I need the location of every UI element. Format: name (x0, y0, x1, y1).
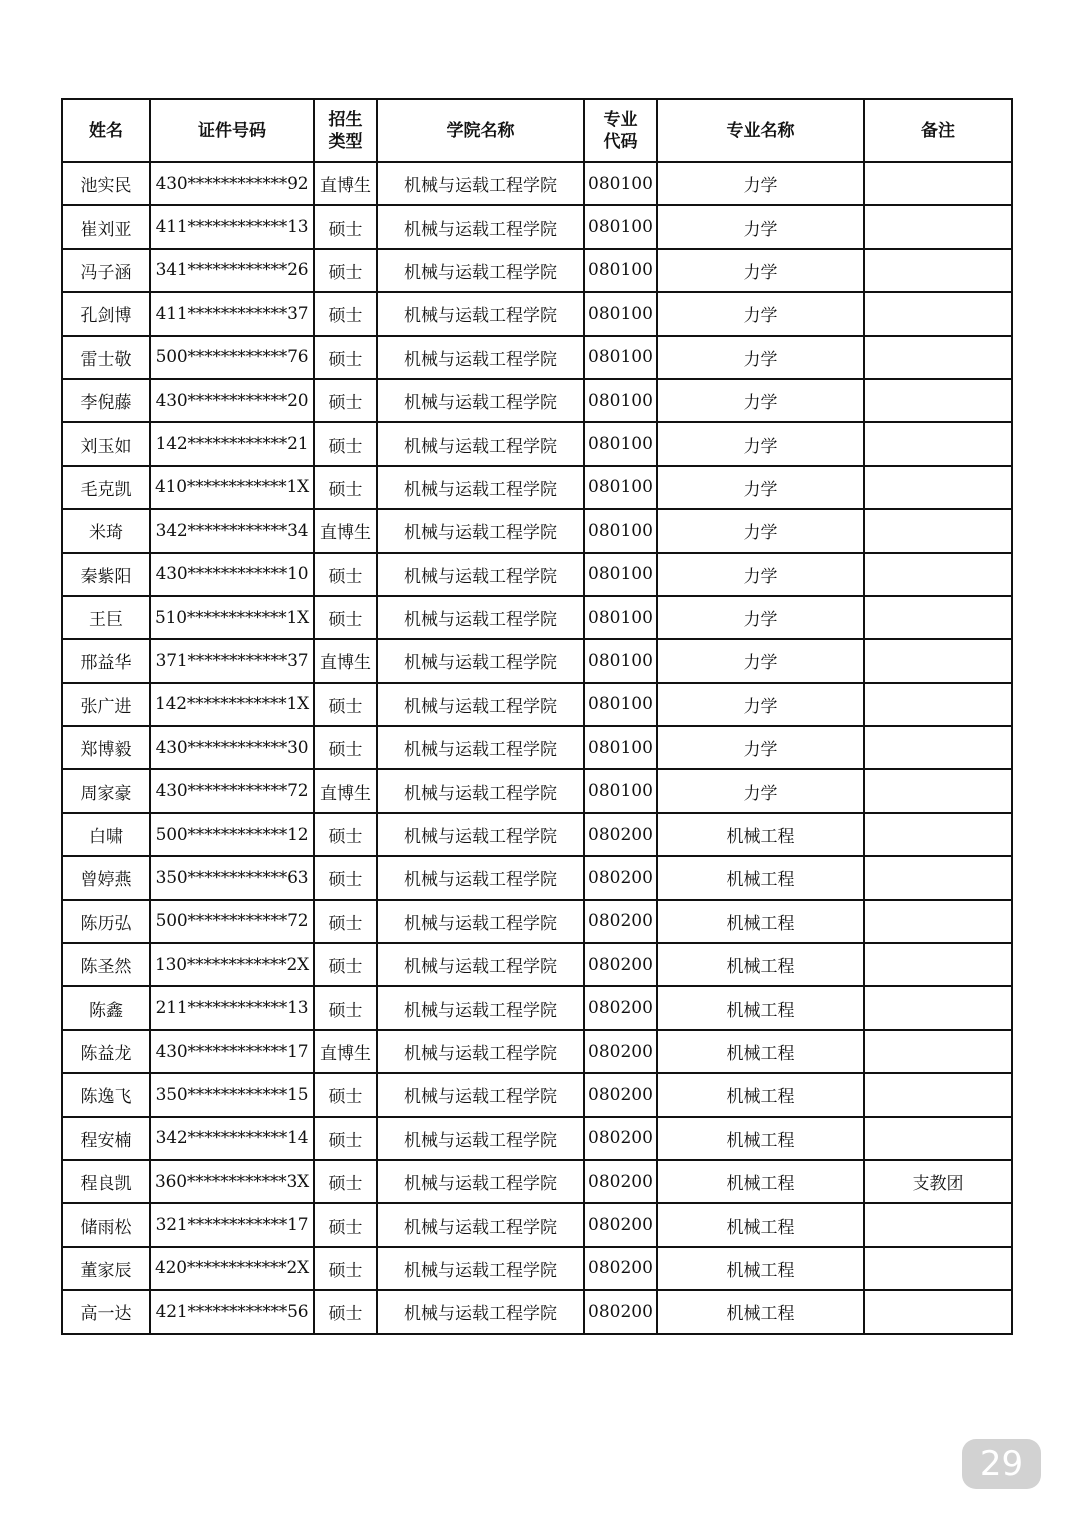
cell-name: 董家辰 (62, 1247, 150, 1290)
cell-major-code: 080200 (584, 1160, 657, 1203)
cell-major-name: 机械工程 (657, 1247, 864, 1290)
cell-major-code: 080200 (584, 900, 657, 943)
cell-college: 机械与运载工程学院 (377, 683, 584, 726)
cell-major-name: 机械工程 (657, 900, 864, 943)
cell-college: 机械与运载工程学院 (377, 943, 584, 986)
cell-major-name: 力学 (657, 769, 864, 812)
cell-college: 机械与运载工程学院 (377, 639, 584, 682)
cell-admission-type: 硕士 (314, 553, 377, 596)
cell-college: 机械与运载工程学院 (377, 422, 584, 465)
cell-major-code: 080200 (584, 986, 657, 1029)
table-row (62, 856, 1012, 899)
cell-college: 机械与运载工程学院 (377, 1073, 584, 1116)
cell-admission-type: 硕士 (314, 249, 377, 292)
cell-name: 陈益龙 (62, 1030, 150, 1073)
cell-admission-type: 直博生 (314, 509, 377, 552)
cell-remark (864, 1073, 1012, 1116)
cell-major-code: 080100 (584, 379, 657, 422)
table-row (62, 466, 1012, 509)
cell-admission-type: 硕士 (314, 379, 377, 422)
cell-major-name: 机械工程 (657, 1073, 864, 1116)
cell-college: 机械与运载工程学院 (377, 726, 584, 769)
cell-id-number: 130************2X (150, 943, 314, 986)
header-major-code (584, 99, 657, 162)
cell-college: 机械与运载工程学院 (377, 1203, 584, 1246)
table-row (62, 553, 1012, 596)
cell-name: 曾婷燕 (62, 856, 150, 899)
cell-remark (864, 1247, 1012, 1290)
cell-name: 白啸 (62, 813, 150, 856)
cell-remark (864, 336, 1012, 379)
table-row (62, 1030, 1012, 1073)
cell-college: 机械与运载工程学院 (377, 900, 584, 943)
cell-major-code: 080200 (584, 943, 657, 986)
cell-major-code: 080200 (584, 813, 657, 856)
cell-name: 刘玉如 (62, 422, 150, 465)
header-id-number: 证件号码 (150, 99, 314, 162)
cell-major-code: 080100 (584, 162, 657, 205)
cell-name: 周家豪 (62, 769, 150, 812)
header-name: 姓名 (62, 99, 150, 162)
cell-admission-type: 硕士 (314, 466, 377, 509)
table-row (62, 336, 1012, 379)
table-row (62, 726, 1012, 769)
cell-admission-type: 硕士 (314, 1073, 377, 1116)
cell-admission-type: 硕士 (314, 1203, 377, 1246)
cell-major-name: 力学 (657, 639, 864, 682)
cell-id-number: 350************63 (150, 856, 314, 899)
table-row (62, 900, 1012, 943)
cell-remark (864, 943, 1012, 986)
cell-name: 毛克凯 (62, 466, 150, 509)
cell-major-name: 力学 (657, 379, 864, 422)
cell-major-name: 机械工程 (657, 986, 864, 1029)
cell-id-number: 411************13 (150, 205, 314, 248)
cell-admission-type: 硕士 (314, 596, 377, 639)
cell-id-number: 360************3X (150, 1160, 314, 1203)
cell-admission-type: 硕士 (314, 1247, 377, 1290)
cell-id-number: 500************72 (150, 900, 314, 943)
table-body (62, 162, 1012, 1334)
cell-major-code: 080100 (584, 553, 657, 596)
cell-major-code: 080100 (584, 509, 657, 552)
admission-roster-table (61, 98, 1013, 1335)
cell-major-code: 080100 (584, 249, 657, 292)
cell-name: 程安楠 (62, 1117, 150, 1160)
cell-id-number: 341************26 (150, 249, 314, 292)
cell-major-name: 力学 (657, 336, 864, 379)
table-row (62, 379, 1012, 422)
table-row (62, 205, 1012, 248)
cell-major-name: 机械工程 (657, 813, 864, 856)
cell-college: 机械与运载工程学院 (377, 205, 584, 248)
cell-remark (864, 1203, 1012, 1246)
header-major-code-line2: 代码 (603, 131, 638, 152)
cell-remark (864, 379, 1012, 422)
cell-name: 秦紫阳 (62, 553, 150, 596)
table-row (62, 1160, 1012, 1203)
cell-admission-type: 硕士 (314, 900, 377, 943)
cell-college: 机械与运载工程学院 (377, 553, 584, 596)
cell-major-name: 机械工程 (657, 943, 864, 986)
cell-name: 陈圣然 (62, 943, 150, 986)
cell-admission-type: 直博生 (314, 639, 377, 682)
cell-id-number: 350************15 (150, 1073, 314, 1116)
header-remark: 备注 (864, 99, 1012, 162)
cell-college: 机械与运载工程学院 (377, 1117, 584, 1160)
cell-id-number: 420************2X (150, 1247, 314, 1290)
cell-id-number: 411************37 (150, 292, 314, 335)
cell-college: 机械与运载工程学院 (377, 986, 584, 1029)
cell-name: 池实民 (62, 162, 150, 205)
cell-college: 机械与运载工程学院 (377, 769, 584, 812)
cell-remark (864, 986, 1012, 1029)
cell-major-code: 080200 (584, 1290, 657, 1333)
cell-name: 邢益华 (62, 639, 150, 682)
header-admission-type-line2: 类型 (328, 131, 363, 152)
cell-college: 机械与运载工程学院 (377, 509, 584, 552)
cell-remark: 支教团 (864, 1160, 1012, 1203)
cell-major-code: 080100 (584, 639, 657, 682)
cell-major-code: 080100 (584, 336, 657, 379)
table-row (62, 639, 1012, 682)
table-row (62, 249, 1012, 292)
table-row (62, 422, 1012, 465)
cell-remark (864, 205, 1012, 248)
cell-remark (864, 596, 1012, 639)
cell-name: 孔剑博 (62, 292, 150, 335)
cell-remark (864, 292, 1012, 335)
cell-major-name: 力学 (657, 422, 864, 465)
cell-admission-type: 直博生 (314, 769, 377, 812)
cell-major-code: 080100 (584, 683, 657, 726)
table-row (62, 162, 1012, 205)
cell-remark (864, 900, 1012, 943)
cell-major-name: 机械工程 (657, 1290, 864, 1333)
cell-id-number: 430************17 (150, 1030, 314, 1073)
cell-major-name: 机械工程 (657, 1117, 864, 1160)
cell-admission-type: 硕士 (314, 986, 377, 1029)
table-row (62, 813, 1012, 856)
cell-name: 陈逸飞 (62, 1073, 150, 1116)
table-row (62, 1203, 1012, 1246)
cell-remark (864, 1117, 1012, 1160)
cell-major-code: 080100 (584, 596, 657, 639)
table-row (62, 596, 1012, 639)
table-row (62, 986, 1012, 1029)
cell-major-code: 080200 (584, 856, 657, 899)
cell-college: 机械与运载工程学院 (377, 856, 584, 899)
page-number-badge: 29 (962, 1439, 1041, 1489)
cell-major-name: 机械工程 (657, 1030, 864, 1073)
cell-college: 机械与运载工程学院 (377, 1247, 584, 1290)
header-admission-type-line1: 招生 (328, 109, 363, 130)
cell-id-number: 510************1X (150, 596, 314, 639)
cell-admission-type: 硕士 (314, 336, 377, 379)
cell-id-number: 430************30 (150, 726, 314, 769)
cell-major-code: 080200 (584, 1073, 657, 1116)
cell-id-number: 211************13 (150, 986, 314, 1029)
cell-id-number: 142************21 (150, 422, 314, 465)
cell-name: 储雨松 (62, 1203, 150, 1246)
cell-name: 陈鑫 (62, 986, 150, 1029)
cell-college: 机械与运载工程学院 (377, 466, 584, 509)
cell-id-number: 342************34 (150, 509, 314, 552)
cell-major-name: 机械工程 (657, 856, 864, 899)
cell-remark (864, 639, 1012, 682)
cell-major-name: 力学 (657, 249, 864, 292)
cell-major-name: 机械工程 (657, 1160, 864, 1203)
cell-name: 崔刘亚 (62, 205, 150, 248)
cell-id-number: 430************20 (150, 379, 314, 422)
cell-admission-type: 硕士 (314, 1160, 377, 1203)
cell-id-number: 410************1X (150, 466, 314, 509)
cell-major-name: 力学 (657, 466, 864, 509)
cell-remark (864, 422, 1012, 465)
cell-name: 陈历弘 (62, 900, 150, 943)
table-row (62, 943, 1012, 986)
table-row (62, 1247, 1012, 1290)
cell-admission-type: 硕士 (314, 726, 377, 769)
cell-admission-type: 硕士 (314, 813, 377, 856)
cell-name: 张广进 (62, 683, 150, 726)
cell-admission-type: 硕士 (314, 1117, 377, 1160)
cell-remark (864, 856, 1012, 899)
cell-id-number: 500************76 (150, 336, 314, 379)
cell-college: 机械与运载工程学院 (377, 292, 584, 335)
cell-college: 机械与运载工程学院 (377, 1160, 584, 1203)
cell-remark (864, 769, 1012, 812)
cell-id-number: 342************14 (150, 1117, 314, 1160)
cell-remark (864, 553, 1012, 596)
cell-major-code: 080100 (584, 205, 657, 248)
cell-major-code: 080100 (584, 726, 657, 769)
cell-major-code: 080100 (584, 292, 657, 335)
cell-major-code: 080200 (584, 1030, 657, 1073)
table-row (62, 683, 1012, 726)
cell-admission-type: 硕士 (314, 856, 377, 899)
cell-name: 米琦 (62, 509, 150, 552)
cell-remark (864, 466, 1012, 509)
cell-major-code: 080100 (584, 769, 657, 812)
cell-college: 机械与运载工程学院 (377, 1030, 584, 1073)
table-row (62, 1117, 1012, 1160)
cell-college: 机械与运载工程学院 (377, 249, 584, 292)
cell-remark (864, 813, 1012, 856)
cell-college: 机械与运载工程学院 (377, 162, 584, 205)
cell-admission-type: 直博生 (314, 1030, 377, 1073)
cell-major-code: 080200 (584, 1117, 657, 1160)
cell-major-name: 力学 (657, 596, 864, 639)
cell-major-name: 机械工程 (657, 1203, 864, 1246)
cell-remark (864, 249, 1012, 292)
cell-major-name: 力学 (657, 205, 864, 248)
header-admission-type (314, 99, 377, 162)
cell-id-number: 430************10 (150, 553, 314, 596)
cell-college: 机械与运载工程学院 (377, 336, 584, 379)
cell-major-code: 080100 (584, 466, 657, 509)
cell-college: 机械与运载工程学院 (377, 596, 584, 639)
table-header-row (62, 99, 1012, 162)
cell-remark (864, 683, 1012, 726)
cell-major-name: 力学 (657, 292, 864, 335)
cell-remark (864, 726, 1012, 769)
cell-name: 李倪藤 (62, 379, 150, 422)
cell-major-code: 080200 (584, 1203, 657, 1246)
table-row (62, 1073, 1012, 1116)
cell-admission-type: 直博生 (314, 162, 377, 205)
cell-id-number: 321************17 (150, 1203, 314, 1246)
cell-major-name: 力学 (657, 683, 864, 726)
cell-major-name: 力学 (657, 162, 864, 205)
cell-id-number: 421************56 (150, 1290, 314, 1333)
cell-id-number: 142************1X (150, 683, 314, 726)
cell-id-number: 430************72 (150, 769, 314, 812)
cell-name: 冯子涵 (62, 249, 150, 292)
header-college: 学院名称 (377, 99, 584, 162)
cell-major-code: 080200 (584, 1247, 657, 1290)
table-row (62, 769, 1012, 812)
cell-major-code: 080100 (584, 422, 657, 465)
cell-admission-type: 硕士 (314, 683, 377, 726)
cell-college: 机械与运载工程学院 (377, 379, 584, 422)
cell-name: 王巨 (62, 596, 150, 639)
cell-name: 高一达 (62, 1290, 150, 1333)
cell-college: 机械与运载工程学院 (377, 1290, 584, 1333)
cell-remark (864, 162, 1012, 205)
header-major-code-line1: 专业 (603, 109, 638, 130)
cell-admission-type: 硕士 (314, 205, 377, 248)
table-row (62, 292, 1012, 335)
cell-college: 机械与运载工程学院 (377, 813, 584, 856)
cell-major-name: 力学 (657, 509, 864, 552)
cell-name: 郑博毅 (62, 726, 150, 769)
header-major-name: 专业名称 (657, 99, 864, 162)
cell-remark (864, 1030, 1012, 1073)
cell-name: 程良凯 (62, 1160, 150, 1203)
table-row (62, 1290, 1012, 1333)
cell-id-number: 371************37 (150, 639, 314, 682)
cell-id-number: 430************92 (150, 162, 314, 205)
cell-major-name: 力学 (657, 553, 864, 596)
cell-remark (864, 1290, 1012, 1333)
cell-admission-type: 硕士 (314, 943, 377, 986)
cell-major-name: 力学 (657, 726, 864, 769)
cell-name: 雷士敬 (62, 336, 150, 379)
cell-admission-type: 硕士 (314, 1290, 377, 1333)
table-row (62, 509, 1012, 552)
cell-admission-type: 硕士 (314, 292, 377, 335)
cell-admission-type: 硕士 (314, 422, 377, 465)
cell-id-number: 500************12 (150, 813, 314, 856)
cell-remark (864, 509, 1012, 552)
